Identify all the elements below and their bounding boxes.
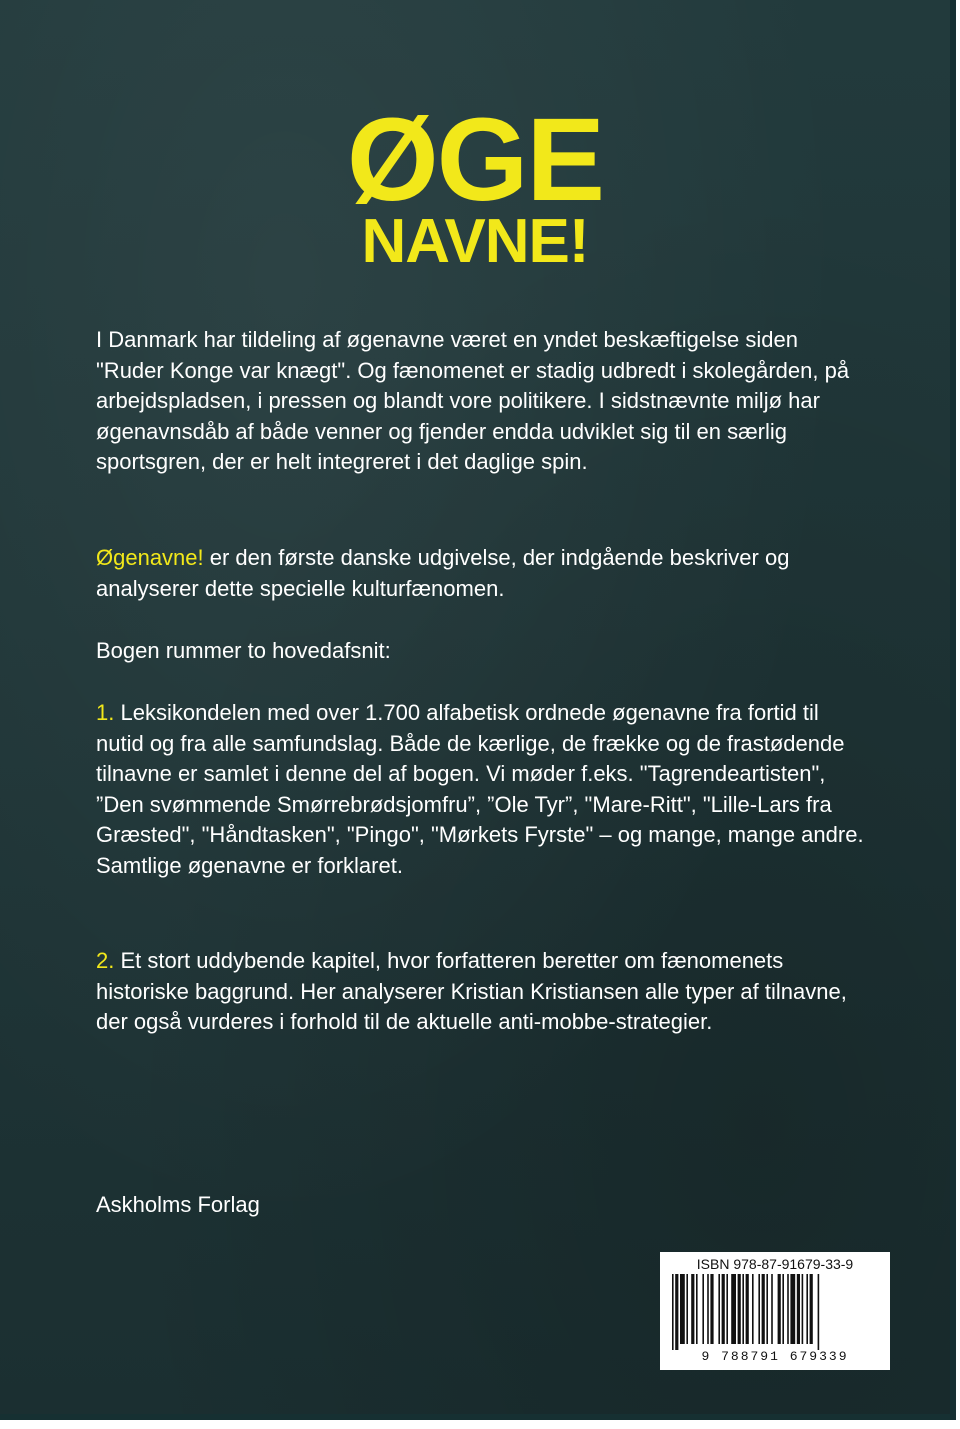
barcode-stripe xyxy=(746,1274,749,1344)
barcode-stripe xyxy=(731,1274,736,1344)
description-paragraph xyxy=(96,543,866,604)
sections-intro: Bogen rummer to hovedafsnit: xyxy=(96,638,391,663)
barcode-stripe xyxy=(802,1274,804,1344)
barcode-stripe xyxy=(718,1274,720,1344)
barcode-stripe xyxy=(696,1274,698,1344)
barcode xyxy=(660,1252,890,1370)
barcode-stripe xyxy=(722,1274,725,1344)
barcode-digits: 9 788791 679339 xyxy=(701,1349,849,1364)
barcode-stripe xyxy=(726,1274,728,1344)
barcode-stripe xyxy=(762,1274,765,1344)
barcode-stripe xyxy=(680,1274,685,1344)
barcode-stripe xyxy=(818,1274,820,1350)
section-1-text: Leksikondelen med over 1.700 alfabetisk ordnede øgenavne fra fortid til nutid og fra alle samfundslag. Både de kærlige, de frække og de frastødende tilnavne er samlet i denne del af bogen. Vi møder f.eks. "Tagrendeartisten", ”Den svømmende Smørrebrødsjomfru”, ”Ole Tyr”, "Mare-Ritt", "Lille-Lars fra Græsted", "Håndtasken", "Pingo", "Mørkets Fyrste" – og mange, mange andre. Samtlige øgenavne er forklaret. xyxy=(96,700,864,878)
section-2-number: 2. xyxy=(96,948,115,973)
barcode-stripe xyxy=(778,1274,781,1344)
section-2-text: Et stort uddybende kapitel, hvor forfatteren beretter om fænomenets historiske baggrund. Her analyserer Kristian Kristiansen alle typer af tilnavne, der også vurderes i forhold til de aktuelle anti-mobbe-strategier. xyxy=(96,948,847,1034)
publisher-name: Askholms Forlag xyxy=(96,1192,260,1217)
barcode-stripe xyxy=(707,1274,709,1344)
intro-paragraph: I Danmark har tildeling af øgenavne været en yndet beskæftigelse siden "Ruder Konge var knægt". Og fænomenet er stadig udbredt i skolegården, på arbejdspladsen, i pressen og blandt vore politikere. I sidstnævnte miljø har øgenavnsdåb af både venner og fjender endda udviklet sig til en særlig sportsgren, der er helt integreret i det daglige spin. xyxy=(96,327,850,474)
barcode-stripe xyxy=(797,1274,800,1344)
barcode-stripe xyxy=(738,1274,741,1344)
barcode-stripe xyxy=(710,1274,713,1344)
title-line-2: NAVNE! xyxy=(361,207,589,276)
barcode-stripe xyxy=(766,1274,768,1344)
barcode-stripe xyxy=(790,1274,795,1344)
barcode-stripe xyxy=(742,1274,744,1344)
title-line-1: ØGE xyxy=(346,94,604,226)
barcode-bars xyxy=(670,1274,880,1350)
barcode-stripe xyxy=(691,1274,694,1344)
barcode-stripe xyxy=(752,1274,754,1344)
barcode-stripe xyxy=(758,1274,760,1344)
barcode-stripe xyxy=(702,1274,704,1344)
barcode-stripe xyxy=(686,1274,688,1344)
barcode-stripe xyxy=(771,1274,773,1344)
barcode-stripe xyxy=(810,1274,813,1344)
section-1-paragraph xyxy=(96,698,866,881)
barcode-stripe xyxy=(675,1274,678,1350)
description-text: er den første danske udgivelse, der indgående beskriver og analyserer dette specielle kulturfænomen. xyxy=(96,545,790,601)
isbn-label: ISBN 978-87-91679-33-9 xyxy=(696,1256,854,1272)
barcode-stripe xyxy=(806,1274,808,1344)
barcode-stripe xyxy=(782,1274,784,1344)
barcode-stripe xyxy=(672,1274,674,1350)
book-name-highlight: Øgenavne! xyxy=(96,545,204,570)
section-2-paragraph xyxy=(96,946,866,1038)
section-1-number: 1. xyxy=(96,700,115,725)
barcode-stripe xyxy=(787,1274,789,1344)
